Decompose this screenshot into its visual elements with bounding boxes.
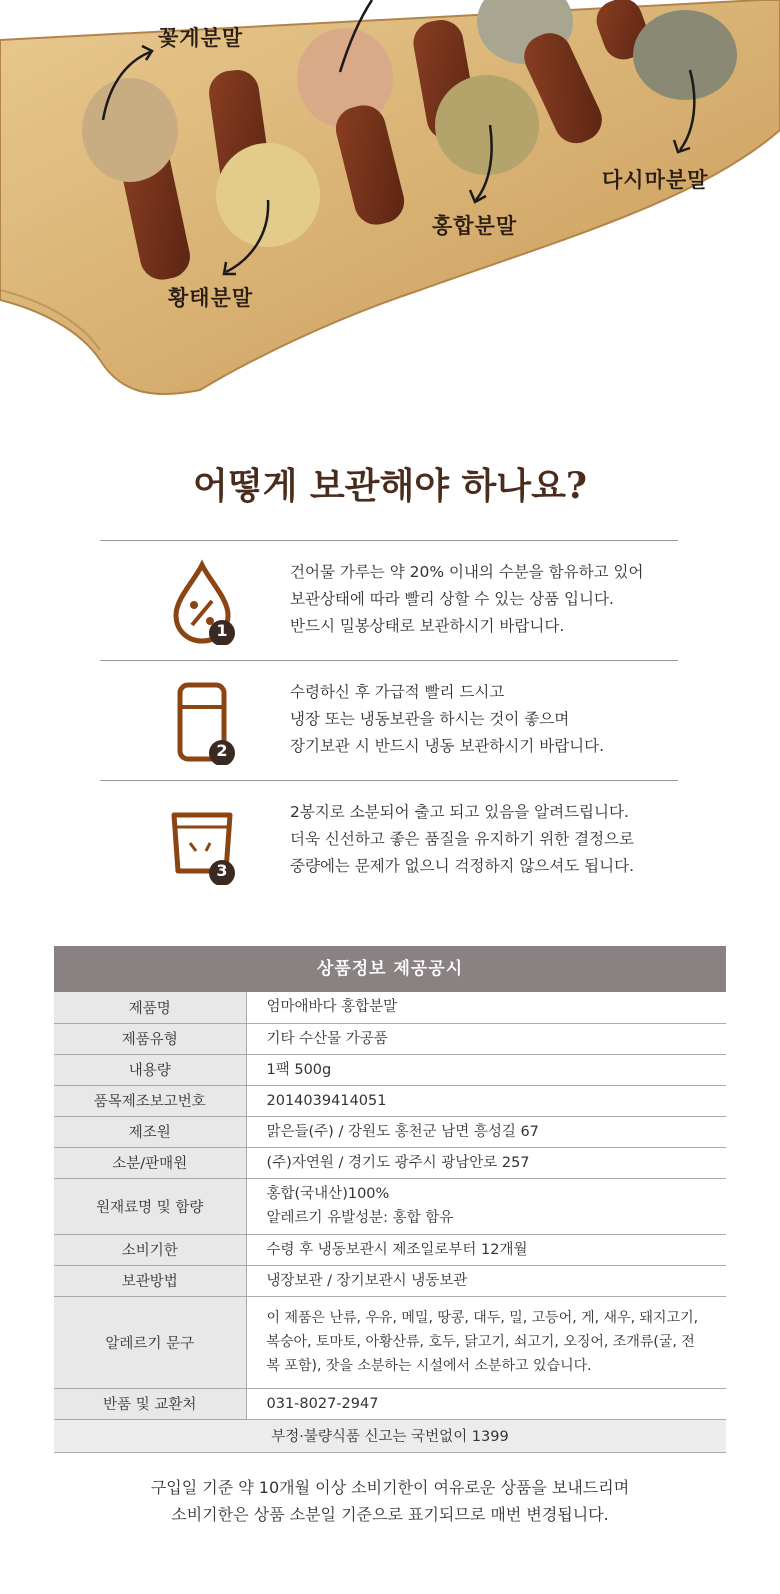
expiry-notice (0, 1474, 780, 1528)
table-row (54, 1388, 726, 1419)
storage-tips (100, 540, 678, 900)
hero-image (0, 0, 780, 400)
tip-number: 1 (216, 621, 228, 640)
label-mussel: 홍합분말 (432, 214, 518, 238)
tip-line: 수령하신 후 가급적 빨리 드시고 (290, 683, 505, 701)
storage-tip-1 (100, 540, 678, 660)
notice-line: 소비기한은 상품 소분일 기준으로 표기되므로 매번 변경됩니다. (171, 1505, 609, 1524)
report-notice: 부정·불량식품 신고는 국번없이 1399 (54, 1419, 726, 1452)
label-pollack: 황태분말 (168, 286, 254, 310)
notice-line: 구입일 기준 약 10개월 이상 소비기한이 여유로운 상품을 보내드리며 (150, 1478, 630, 1497)
tip-line: 냉장 또는 냉동보관을 하시는 것이 좋으며 (290, 710, 570, 728)
tip-number: 2 (216, 741, 228, 760)
table-row (54, 1085, 726, 1116)
row-value (246, 1147, 726, 1178)
table-row (54, 1296, 726, 1388)
package-icon (162, 799, 242, 885)
label-kelp: 다시마분말 (602, 168, 709, 192)
row-value (246, 1054, 726, 1085)
row-value (246, 1296, 726, 1388)
tip-number: 3 (216, 861, 228, 880)
value-line: 이 제품은 난류, 우유, 메밀, 땅콩, 대두, 밀, 고등어, 게, 새우, 돼지고기, (266, 1310, 699, 1326)
label-snow-crab: 꽃게분말 (158, 26, 244, 50)
drop-percent-icon (162, 559, 242, 645)
table-row (54, 992, 726, 1023)
storage-tip-2 (100, 660, 678, 780)
row-key: 소분/판매원 (54, 1147, 246, 1178)
table-row (54, 1023, 726, 1054)
value-line: 냉장보관 / 장기보관시 냉동보관 (266, 1272, 468, 1289)
row-value (246, 1085, 726, 1116)
row-key: 제조원 (54, 1116, 246, 1147)
row-value (246, 1265, 726, 1296)
tip-line: 더욱 신선하고 좋은 품질을 유지하기 위한 결정으로 (290, 830, 634, 848)
product-info-table (54, 946, 726, 1453)
table-row (54, 1178, 726, 1234)
row-value (246, 1023, 726, 1054)
info-table (54, 992, 726, 1453)
value-line: 기타 수산물 가공품 (266, 1030, 388, 1047)
value-line: 복 포함), 잣을 소분하는 시설에서 소분하고 있습니다. (266, 1358, 592, 1374)
row-value (246, 1234, 726, 1265)
table-row (54, 1265, 726, 1296)
tip-line: 반드시 밀봉상태로 보관하시기 바랍니다. (290, 617, 565, 635)
tip-line: 보관상태에 따라 빨리 상할 수 있는 상품 입니다. (290, 590, 614, 608)
table-row (54, 1116, 726, 1147)
value-line: 홍합(국내산)100% (266, 1186, 390, 1202)
tip-line: 2봉지로 소분되어 출고 되고 있음을 알려드립니다. (290, 803, 629, 821)
row-key: 소비기한 (54, 1234, 246, 1265)
value-line: 엄마애바다 홍합분말 (266, 999, 398, 1016)
row-key: 내용량 (54, 1054, 246, 1085)
row-key: 알레르기 문구 (54, 1296, 246, 1388)
table-row (54, 1234, 726, 1265)
row-value (246, 1178, 726, 1234)
value-line: 1팩 500g (266, 1061, 332, 1078)
value-line: (주)자연원 / 경기도 광주시 광남안로 257 (266, 1154, 530, 1171)
value-line: 복숭아, 토마토, 아황산류, 호두, 닭고기, 쇠고기, 오징어, 조개류(굴, 전 (266, 1334, 695, 1350)
row-value (246, 1116, 726, 1147)
cutting-board-illustration (0, 0, 780, 400)
info-title: 상품정보 제공공시 (54, 946, 726, 992)
tip-line: 건어물 가루는 약 20% 이내의 수분을 함유하고 있어 (290, 563, 644, 581)
row-key: 보관방법 (54, 1265, 246, 1296)
value-line: 알레르기 유발성분: 홍합 함유 (266, 1210, 454, 1226)
tip-line: 중량에는 문제가 없으니 걱정하지 않으셔도 됩니다. (290, 857, 634, 875)
table-row (54, 1147, 726, 1178)
row-value (246, 1388, 726, 1419)
row-key: 제품명 (54, 992, 246, 1023)
table-row (54, 1054, 726, 1085)
fridge-icon (162, 679, 242, 765)
row-key: 제품유형 (54, 1023, 246, 1054)
value-line: 수령 후 냉동보관시 제조일로부터 12개월 (266, 1241, 528, 1258)
value-line: 맑은들(주) / 강원도 홍천군 남면 흥성길 67 (266, 1123, 539, 1140)
value-line: 2014039414051 (266, 1092, 387, 1109)
storage-tip-3 (100, 780, 678, 900)
table-footer-row (54, 1419, 726, 1452)
row-key: 반품 및 교환처 (54, 1388, 246, 1419)
row-key: 품목제조보고번호 (54, 1085, 246, 1116)
row-value (246, 992, 726, 1023)
value-line: 031-8027-2947 (266, 1395, 379, 1412)
row-key: 원재료명 및 함량 (54, 1178, 246, 1234)
tip-line: 장기보관 시 반드시 냉동 보관하시기 바랍니다. (290, 737, 605, 755)
storage-title: 어떻게 보관해야 하나요? (193, 465, 587, 507)
